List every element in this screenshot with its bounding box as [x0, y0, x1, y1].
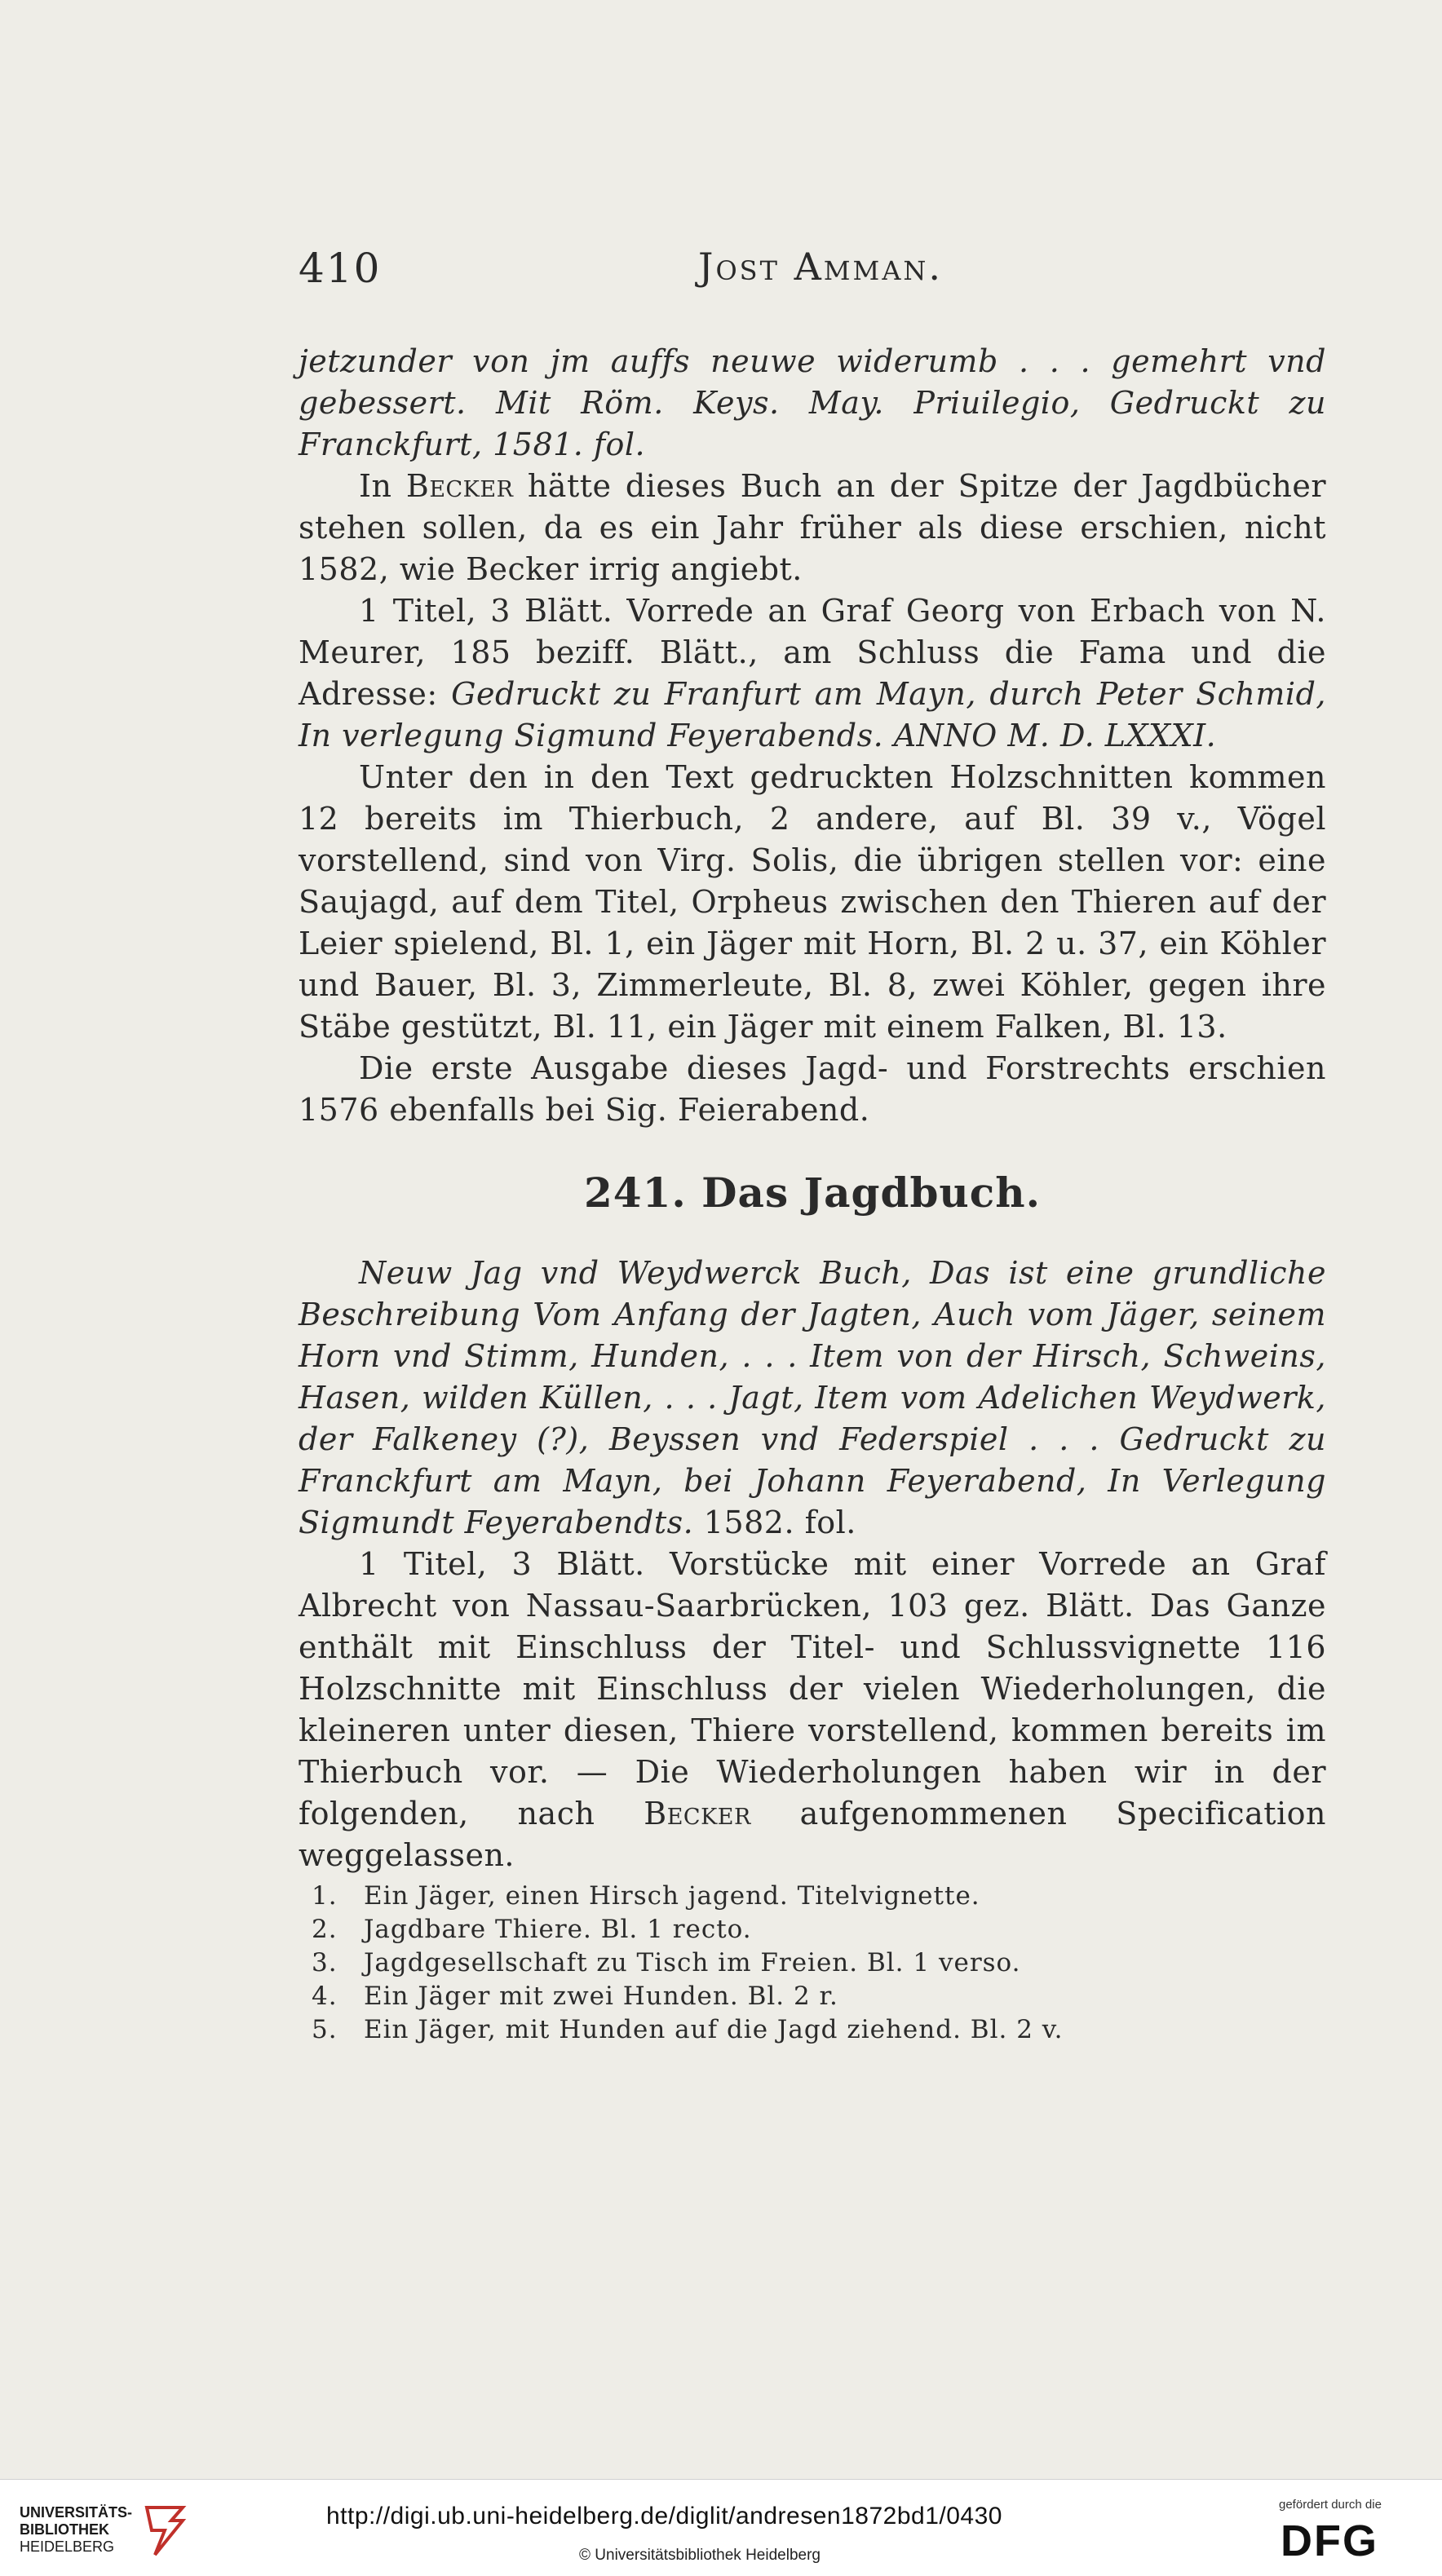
paragraph-description: 1 Titel, 3 Blätt. Vorstücke mit einer Vorrede an Graf Albrecht von Nassau-Saarbrücken, 103 gez. Blätt. Das Ganze enthält mit Einschluss der Titel- und Schlussvignette 116 Holzschnitte mit Einschluss der vielen Wiederholungen, die kleineren unter diesen, Thiere vorstellend, kommen bereits im Thierbuch vor. — Die Wiederholungen haben wir in der folgenden, nach Becker aufgenommenen Specification weggelassen. — [299, 1546, 1326, 1873]
funding-note: gefördert durch die — [1279, 2498, 1382, 2512]
library-logo-icon[interactable] — [140, 2503, 189, 2560]
paragraph-becker-note: In Becker hätte dieses Buch an der Spitze der Jagdbücher stehen sollen, da es ein Jahr früher als diese erschien, nicht 1582, wie Becker irrig angiebt. — [299, 468, 1326, 587]
paragraph-title-continuation: jetzunder von jm auffs neuwe widerumb . . . gemehrt vnd gebessert. Mit Röm. Keys. May. Priuilegio, Gedruckt zu Franckfurt, 1581. fol. — [299, 343, 1326, 462]
list-item: 5. Ein Jäger, mit Hunden auf die Jagd ziehend. Bl. 2 v. — [312, 2015, 1064, 2044]
author-name-becker: Becker — [644, 1796, 751, 1831]
section-heading: 241. Das Jagdbuch. — [584, 1169, 1041, 1217]
dfg-logo[interactable]: DFG — [1281, 2516, 1378, 2565]
running-head: Jost Amman. — [698, 245, 944, 289]
author-name-becker: Becker — [405, 468, 514, 504]
paragraph-book-title: Neuw Jag vnd Weydwerck Buch, Das ist eine grundliche Beschreibung Vom Anfang der Jagten, Auch vom Jäger, seinem Horn vnd Stimm, Hunden, . . . Item von der Hirsch, Schweins, Hasen, wilden Küllen, . . . Jagt, Item vom Adelichen Weydwerk, der Falkeney (?), Beyssen vnd Federspiel . . . Gedruckt zu Franckfurt am Mayn, bei Johann Feyerabend, In Verlegung Sigmundt Feyerabendts. 1582. fol. — [299, 1255, 1326, 1540]
paragraph-first-edition: Die erste Ausgabe dieses Jagd- und Forstrechts erschien 1576 ebenfalls bei Sig. Feierabend. — [299, 1050, 1326, 1128]
list-item: 3. Jagdgesellschaft zu Tisch im Freien. Bl. 1 verso. — [312, 1948, 1021, 1977]
list-item: 1. Ein Jäger, einen Hirsch jagend. Titelvignette. — [312, 1881, 980, 1911]
list-item: 4. Ein Jäger mit zwei Hunden. Bl. 2 r. — [312, 1982, 838, 2011]
paragraph-collation: 1 Titel, 3 Blätt. Vorrede an Graf Georg von Erbach von N. Meurer, 185 beziff. Blätt., am Schluss die Fama und die Adresse: Gedruckt zu Franfurt am Mayn, durch Peter Schmid, In verlegung Sigmund Feyerabends. ANNO M. D. LXXXI. — [299, 593, 1326, 753]
page-number: 410 — [299, 245, 382, 292]
paragraph-woodcuts: Unter den in den Text gedruckten Holzschnitten kommen 12 bereits im Thierbuch, 2 andere, auf Bl. 39 v., Vögel vorstellend, sind von Virg. Solis, die übrigen stellen vor: eine Saujagd, auf dem Titel, Orpheus zwischen den Thieren auf der Leier spielend, Bl. 1, ein Jäger mit Horn, Bl. 2 u. 37, ein Köhler und Bauer, Bl. 3, Zimmerleute, Bl. 8, zwei Köhler, gegen ihre Stäbe gestützt, Bl. 11, ein Jäger mit einem Falken, Bl. 13. — [299, 759, 1326, 1045]
list-item: 2. Jagdbare Thiere. Bl. 1 recto. — [312, 1915, 752, 1944]
page-header — [299, 245, 1326, 302]
woodcut-list — [299, 1880, 1326, 2047]
permalink-url[interactable]: http://digi.ub.uni-heidelberg.de/diglit/andresen1872bd1/0430 — [326, 2503, 1002, 2530]
library-logo-text[interactable]: UNIVERSITÄTS- BIBLIOTHEK HEIDELBERG — [20, 2504, 133, 2555]
page-body — [299, 341, 1326, 2047]
copyright-notice: © Universitätsbibliothek Heidelberg — [579, 2547, 821, 2564]
viewer-footer — [0, 2479, 1442, 2576]
